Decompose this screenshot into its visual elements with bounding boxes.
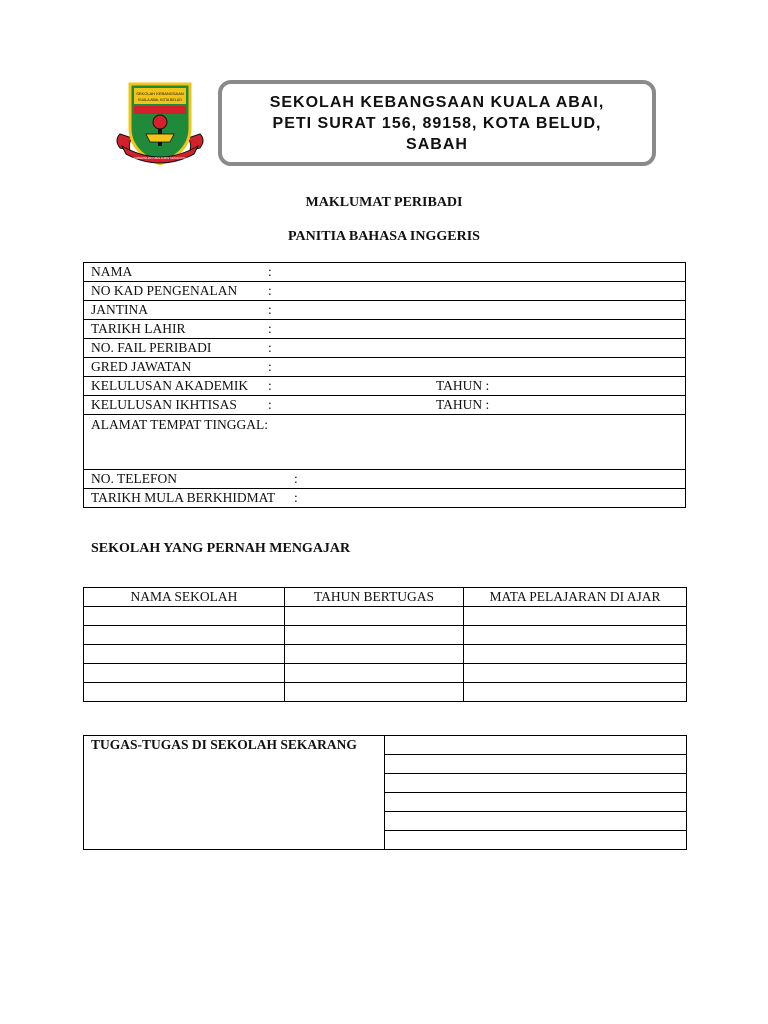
row-mula [84, 489, 686, 508]
field-fail-peribadi[interactable] [84, 339, 686, 358]
label-kad-pengenalan: NO KAD PENGENALAN [91, 283, 238, 298]
row-telefon [84, 470, 686, 489]
cell-duty[interactable] [385, 736, 687, 755]
colon: : [294, 471, 298, 486]
label-jantina: JANTINA [91, 302, 148, 317]
label-fail-peribadi: NO. FAIL PERIBADI [91, 340, 212, 355]
row-gred [84, 358, 686, 377]
col-tahun-bertugas: TAHUN BERTUGAS [285, 588, 464, 607]
row-fail [84, 339, 686, 358]
field-nama[interactable] [84, 263, 686, 282]
school-address-line: PETI SURAT 156, 89158, KOTA BELUD, [272, 114, 602, 132]
row-jantina [84, 301, 686, 320]
colon: : [268, 340, 272, 355]
field-jantina[interactable] [84, 301, 686, 320]
label-tarikh-lahir: TARIKH LAHIR [91, 321, 186, 336]
colon: : [294, 490, 298, 505]
colon: : [268, 397, 272, 412]
current-duties-table [83, 735, 687, 850]
table-row [84, 645, 687, 664]
field-tarikh-mula[interactable] [84, 489, 686, 508]
school-crest-logo [112, 76, 208, 168]
schools-header-row [84, 588, 687, 607]
school-name-line: SEKOLAH KEBANGSAAN KUALA ABAI, [269, 93, 605, 111]
label-kelulusan-akademik: KELULUSAN AKADEMIK [91, 378, 249, 393]
table-row [84, 626, 687, 645]
colon: : [268, 302, 272, 317]
schools-heading: SEKOLAH YANG PERNAH MENGAJAR [91, 541, 351, 556]
row-akademik [84, 377, 686, 396]
logo-text-top: SEKOLAH KEBANGSAAN [136, 91, 184, 96]
field-tarikh-lahir[interactable] [84, 320, 686, 339]
colon: : [268, 321, 272, 336]
form-subtitle: PANITIA BAHASA INGGERIS [288, 229, 480, 244]
label-tahun: TAHUN : [436, 397, 490, 412]
cell-tahun-bertugas[interactable] [285, 607, 464, 626]
colon: : [268, 378, 272, 393]
label-kelulusan-ikhtisas: KELULUSAN IKHTISAS [91, 397, 237, 412]
form-title: MAKLUMAT PERIBADI [305, 195, 463, 210]
cell-duty[interactable] [385, 793, 687, 812]
colon: : [268, 283, 272, 298]
cell-nama-sekolah[interactable] [84, 626, 285, 645]
colon: : [268, 264, 272, 279]
label-telefon: NO. TELEFON [91, 471, 177, 486]
col-nama-sekolah: NAMA SEKOLAH [84, 588, 285, 607]
cell-duty[interactable] [385, 831, 687, 850]
table-row [84, 664, 687, 683]
field-kelulusan-akademik[interactable] [84, 377, 686, 396]
table-row [84, 736, 687, 755]
cell-nama-sekolah[interactable] [84, 607, 285, 626]
previous-schools-table [83, 587, 687, 702]
label-alamat: ALAMAT TEMPAT TINGGAL: [91, 417, 269, 432]
row-nama [84, 263, 686, 282]
colon: : [268, 359, 272, 374]
field-telefon[interactable] [84, 470, 686, 489]
cell-nama-sekolah[interactable] [84, 664, 285, 683]
col-mata-pelajaran: MATA PELAJARAN DI AJAR [464, 588, 687, 607]
cell-tahun-bertugas[interactable] [285, 683, 464, 702]
table-row [84, 683, 687, 702]
row-ikhtisas [84, 396, 686, 415]
cell-nama-sekolah[interactable] [84, 645, 285, 664]
school-address-box [218, 80, 656, 166]
cell-duty[interactable] [385, 755, 687, 774]
row-kad [84, 282, 686, 301]
label-tarikh-mula: TARIKH MULA BERKHIDMAT [91, 490, 276, 505]
table-row [84, 607, 687, 626]
cell-mata-pelajaran[interactable] [464, 607, 687, 626]
field-kelulusan-ikhtisas[interactable] [84, 396, 686, 415]
row-alamat [84, 415, 686, 470]
logo-text-mid: KUALA ABAI, KOTA BELUD [138, 98, 182, 102]
cell-nama-sekolah[interactable] [84, 683, 285, 702]
cell-mata-pelajaran[interactable] [464, 626, 687, 645]
cell-duty[interactable] [385, 812, 687, 831]
cell-mata-pelajaran[interactable] [464, 664, 687, 683]
duties-heading: TUGAS-TUGAS DI SEKOLAH SEKARANG [84, 736, 385, 850]
cell-tahun-bertugas[interactable] [285, 626, 464, 645]
field-gred-jawatan[interactable] [84, 358, 686, 377]
cell-mata-pelajaran[interactable] [464, 645, 687, 664]
personal-info-table [83, 262, 686, 508]
row-lahir [84, 320, 686, 339]
cell-tahun-bertugas[interactable] [285, 645, 464, 664]
school-state-line: SABAH [406, 135, 468, 153]
cell-mata-pelajaran[interactable] [464, 683, 687, 702]
label-gred-jawatan: GRED JAWATAN [91, 359, 192, 374]
label-nama: NAMA [91, 264, 133, 279]
label-tahun: TAHUN : [436, 378, 490, 393]
field-alamat[interactable] [84, 415, 686, 470]
logo-ribbon-text: KEBERSIHAN MENJAMIN KESIHATAN [133, 156, 187, 160]
field-kad-pengenalan[interactable] [84, 282, 686, 301]
cell-tahun-bertugas[interactable] [285, 664, 464, 683]
cell-duty[interactable] [385, 774, 687, 793]
